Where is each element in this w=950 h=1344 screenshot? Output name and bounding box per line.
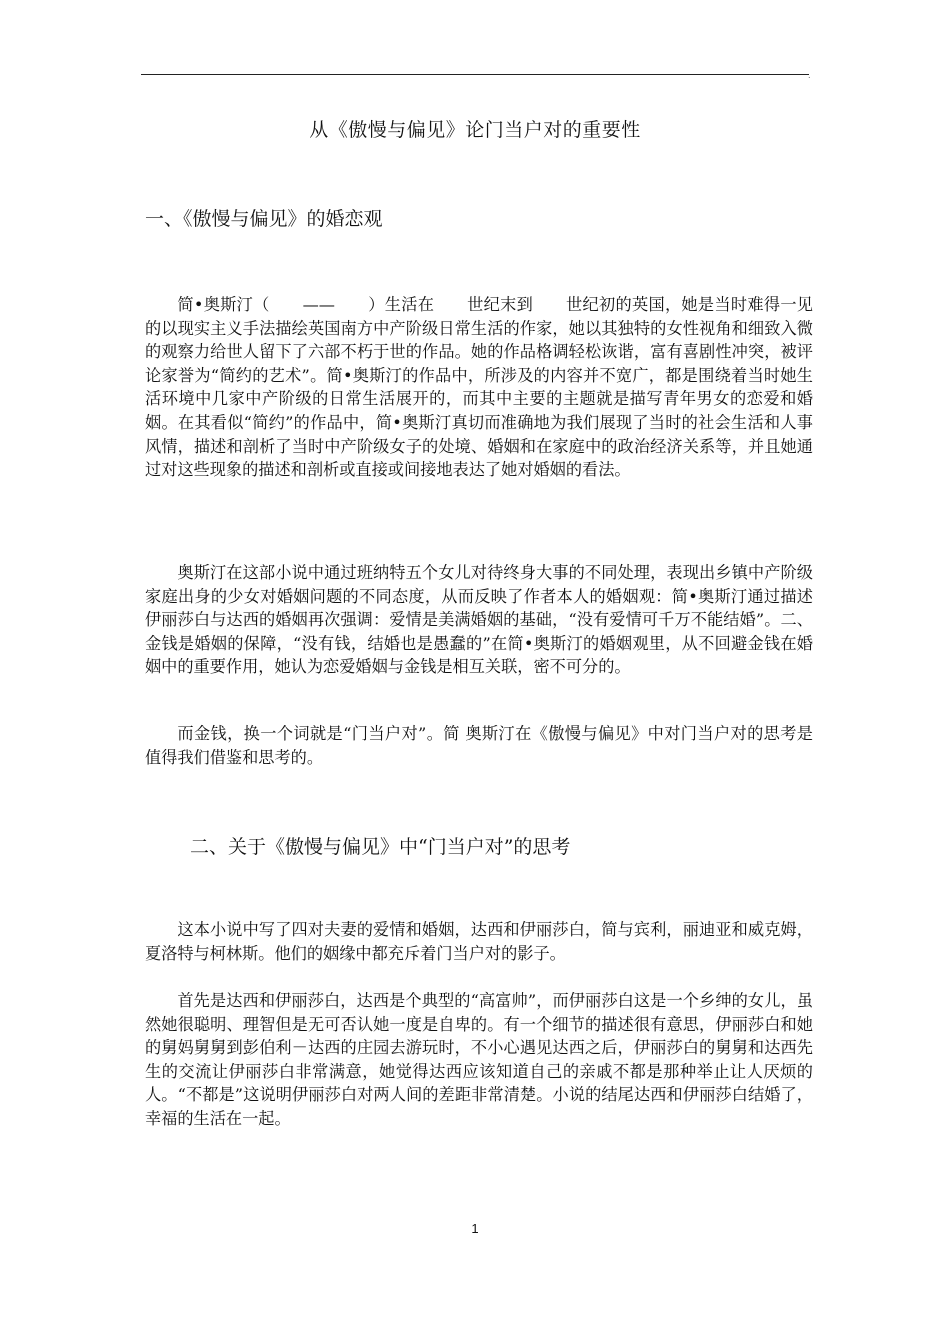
paragraph-1: 简•奥斯汀（ —— ）生活在 世纪末到 世纪初的英国，她是当时难得一见的以现实主义手法描绘英国南方中产阶级日常生活的作家，她以其独特的女性视角和细致入微的观察力给世人留下了六部不朽于世的作品。她的作品格调轻松诙谐，富有喜剧性冲突，被评论家誉为“简约的艺术”。简•奥斯汀的作品中，所涉及的内容并不宽广，都是围绕着当时她生活环境中几家中产阶级的日常生活展开的，而其中主要的主题就是描写青年男女的恋爱和婚姻。在其看似“简约”的作品中，简•奥斯汀真切而准确地为我们展现了当时的社会生活和人事风情，描述和剖析了当时中产阶级女子的处境、婚姻和在家庭中的政治经济关系等，并且她通过对这些现象的描述和剖析或直接或间接地表达了她对婚姻的看法。 [145,295,813,480]
header-rule-mark: . [808,71,811,80]
header-rule [141,74,809,75]
section-heading-2: 二、关于《傲慢与偏见》中“门当户对”的思考 [190,836,571,858]
section-heading-1: 一、《傲慢与偏见》的婚恋观 [145,208,383,230]
document-title: 从《傲慢与偏见》论门当户对的重要性 [309,119,641,141]
paragraph-4: 这本小说中写了四对夫妻的爱情和婚姻，达西和伊丽莎白，简与宾利，丽迪亚和威克姆，夏洛特与柯林斯。他们的姻缘中都充斥着门当户对的影子。 [145,920,813,963]
paragraph-5: 首先是达西和伊丽莎白，达西是个典型的“高富帅”，而伊丽莎白这是一个乡绅的女儿，虽然她很聪明、理智但是无可否认她一度是自卑的。有一个细节的描述很有意思，伊丽莎白和她的舅妈舅舅到彭伯利－达西的庄园去游玩时，不小心遇见达西之后，伊丽莎白的舅舅和达西先生的交流让伊丽莎白非常满意，她觉得达西应该知道自己的亲戚不都是那种举止让人厌烦的人。“不都是”这说明伊丽莎白对两人间的差距非常清楚。小说的结尾达西和伊丽莎白结婚了，幸福的生活在一起。 [145,991,813,1128]
paragraph-2: 奥斯汀在这部小说中通过班纳特五个女儿对待终身大事的不同处理，表现出乡镇中产阶级家庭出身的少女对婚姻问题的不同态度，从而反映了作者本人的婚姻观：简•奥斯汀通过描述伊丽莎白与达西的婚姻再次强调：爱情是美满婚姻的基础，“没有爱情可千万不能结婚”。二、金钱是婚姻的保障，“没有钱，结婚也是愚蠢的”在简•奥斯汀的婚姻观里，从不回避金钱在婚姻中的重要作用，她认为恋爱婚姻与金钱是相互关联，密不可分的。 [145,563,813,677]
page-number: 1 [471,1221,479,1236]
paragraph-3: 而金钱，换一个词就是“门当户对”。简 奥斯汀在《傲慢与偏见》中对门当户对的思考是值得我们借鉴和思考的。 [145,724,813,767]
